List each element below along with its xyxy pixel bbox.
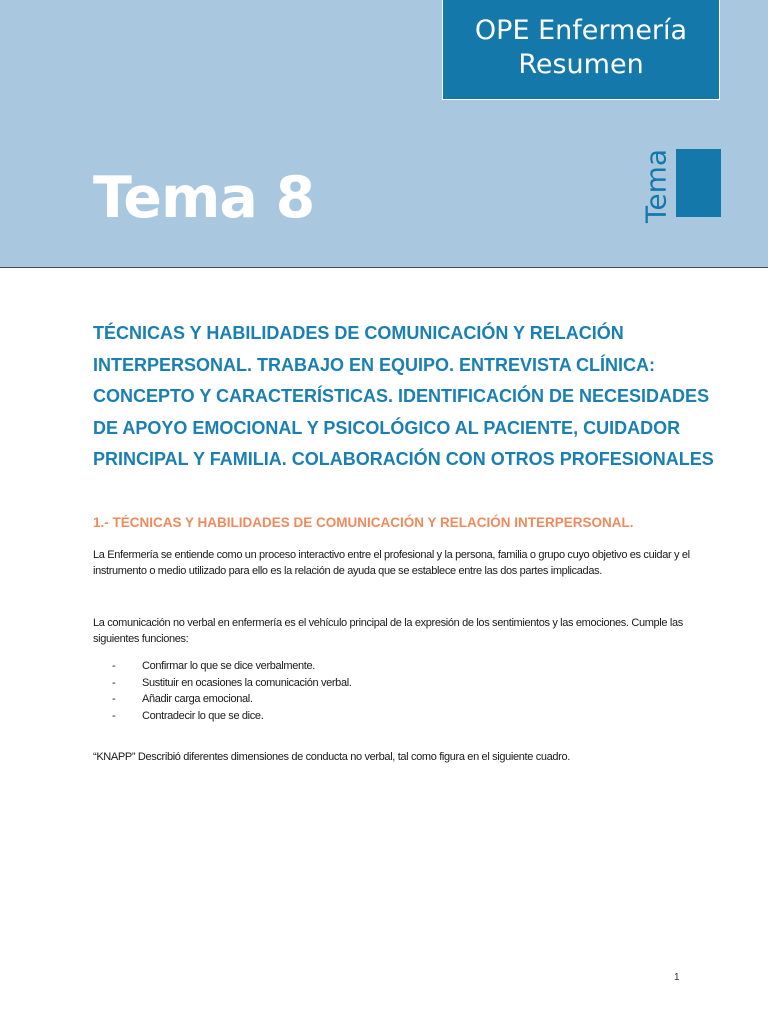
- bullet-dash: -: [112, 676, 116, 689]
- course-badge-subtitle: Resumen: [518, 49, 644, 80]
- functions-list: [93, 658, 693, 724]
- list-item: [93, 675, 693, 692]
- list-item-text: Sustituir en ocasiones la comunicación verbal.: [142, 676, 352, 689]
- page-title: Tema 8: [93, 165, 315, 231]
- page-number: 1: [674, 972, 680, 983]
- course-badge-title: OPE Enfermería: [474, 15, 688, 46]
- bullet-dash: -: [112, 709, 116, 722]
- header-band: [0, 0, 768, 268]
- list-item-text: Confirmar lo que se dice verbalmente.: [142, 660, 315, 672]
- tema-vertical-text: Tema: [639, 148, 673, 224]
- section-heading: 1.- TÉCNICAS Y HABILIDADES DE COMUNICACIÓN Y RELACIÓN INTERPERSONAL.: [93, 515, 634, 530]
- course-badge: [442, 0, 720, 100]
- tema-vertical-label: [639, 148, 673, 224]
- paragraph-nonverbal: La comunicación no verbal en enfermería es el vehículo principal de la expresión de los sentimientos y las emociones. Cumple las siguientes funciones:: [93, 617, 683, 645]
- main-heading: TÉCNICAS Y HABILIDADES DE COMUNICACIÓN Y RELACIÓN INTERPERSONAL. TRABAJO EN EQUIPO. ENTREVISTA CLÍNICA: CONCEPTO Y CARACTERÍSTICAS. IDENTIFICACIÓN DE NECESIDADES DE APOYO EMOCIONAL Y PSICOLÓGICO AL PACIENTE, CUIDADOR PRINCIPAL Y FAMILIA. COLABORACIÓN CON OTROS PROFESIONALES: [93, 323, 714, 469]
- tema-square-decoration: [676, 149, 721, 217]
- list-item: [93, 658, 693, 675]
- paragraph-knapp: “KNAPP” Describió diferentes dimensiones de conducta no verbal, tal como figura en el siguiente cuadro.: [93, 751, 570, 763]
- bullet-dash: -: [112, 693, 116, 705]
- list-item-text: Añadir carga emocional.: [142, 693, 253, 705]
- list-item: [93, 691, 693, 708]
- list-item-text: Contradecir lo que se dice.: [142, 709, 264, 722]
- paragraph-intro: La Enfermería se entiende como un proceso interactivo entre el profesional y la persona, familia o grupo cuyo objetivo es cuidar y el instrumento o medio utilizado para ello es la relación de ayuda que se establece entre las dos partes implicadas.: [93, 549, 690, 577]
- bullet-dash: -: [112, 660, 116, 672]
- list-item: [93, 708, 693, 725]
